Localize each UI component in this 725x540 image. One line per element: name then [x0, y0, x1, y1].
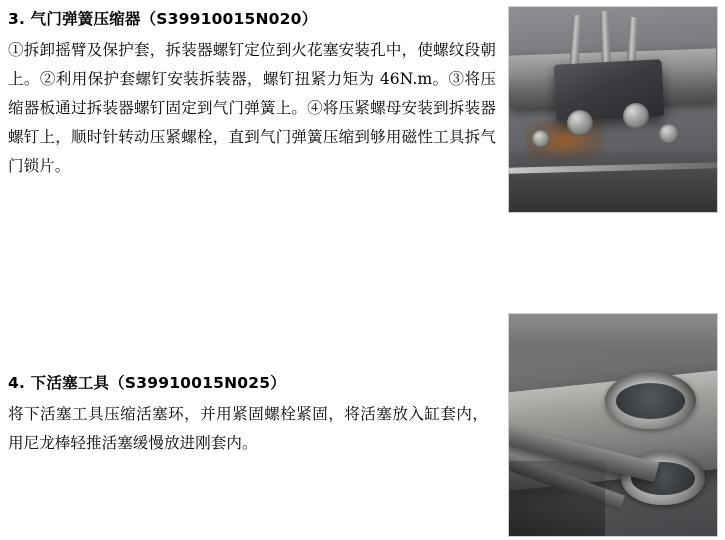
section-valve-spring-compressor: [8, 6, 496, 181]
photo-piston-tool-content: [509, 314, 717, 536]
section-title-piston-tool: 4. 下活塞工具（S39910015N025）: [8, 374, 286, 392]
section-body-valve-spring-compressor: ①拆卸摇臂及保护套，拆装器螺钉定位到火花塞安装孔中，使螺纹段朝上。②利用保护套螺钉安装拆装器，螺钉扭紧力矩为 46N.m。③将压缩器板通过拆装器螺钉固定到气门弹簧上。④将压紧螺母安装到拆装器螺钉上，顺时针转动压紧螺栓，直到气门弹簧压缩到够用磁性工具拆气门锁片。: [8, 41, 496, 175]
bolt-head: [567, 110, 593, 136]
cylinder-bore: [605, 372, 697, 430]
section-title-valve-spring-compressor: 3. 气门弹簧压缩器（S39910015N020）: [8, 10, 318, 28]
shadow-region: [509, 461, 605, 536]
bolt-head: [532, 130, 550, 148]
photo-valve-spring-compressor-content: [509, 7, 717, 212]
section-piston-tool: [8, 370, 488, 458]
bolt-head: [659, 124, 679, 144]
engine-block-lower: [509, 151, 717, 213]
section-body-piston-tool: 将下活塞工具压缩活塞环，并用紧固螺栓紧固，将活塞放入缸套内，用尼龙棒轻推活塞缓慢放进刚套内。: [8, 405, 488, 452]
photo-piston-tool: [508, 313, 718, 537]
block-top-surface: [509, 314, 717, 372]
valve-stud: [626, 17, 638, 67]
valve-stud: [600, 11, 611, 69]
photo-valve-spring-compressor: [508, 6, 718, 213]
